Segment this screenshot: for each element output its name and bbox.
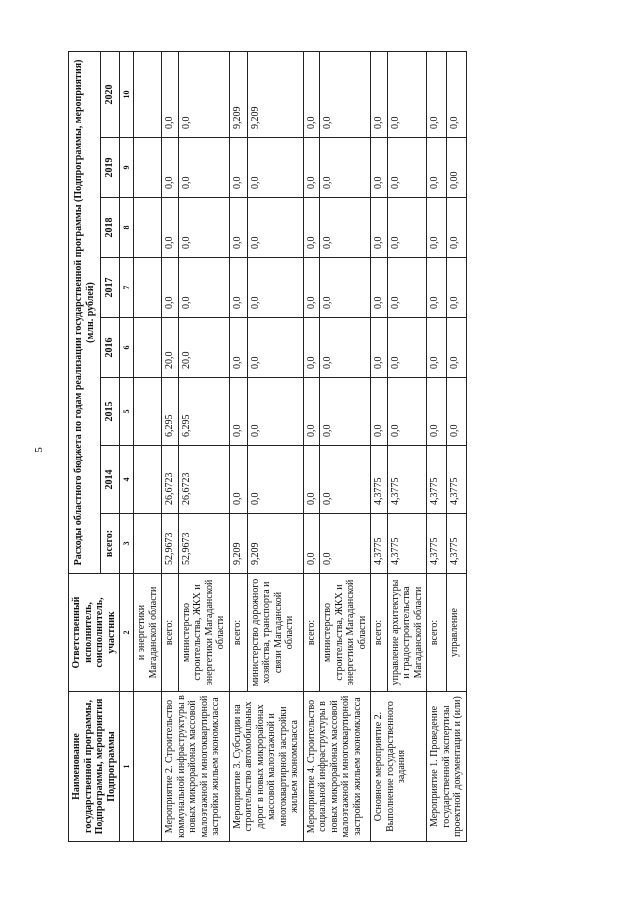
program-name-cell: Основное мероприятие 2. Выполнение государственного задания xyxy=(371,692,427,842)
value-cell: 0,0 xyxy=(247,198,303,258)
value-cell: 6,295 xyxy=(162,378,179,446)
program-name-cell: Мероприятие 4. Строительство социальной инфраструктуры в новых микрорайонах массовой малоэтажной и многоквартирной застройки жильем экономкласса xyxy=(303,692,371,842)
value-cell: 0,0 xyxy=(162,51,179,137)
value-cell: 0,0 xyxy=(387,378,427,446)
value-cell: 0,0 xyxy=(387,51,427,137)
responsible-cell: министерство строительства, ЖКХ и энергетики Магаданской области xyxy=(320,574,371,692)
value-cell: 0,0 xyxy=(446,378,466,446)
table-body xyxy=(134,51,467,841)
responsible-cell: всего: xyxy=(303,574,320,692)
value-cell: 0,0 xyxy=(229,318,247,378)
value-cell: 4,3775 xyxy=(427,514,447,574)
column-number: 4 xyxy=(120,446,134,514)
value-cell: 0,0 xyxy=(320,318,371,378)
value-cell: 0,0 xyxy=(371,378,388,446)
program-name-cell xyxy=(134,692,162,842)
value-cell: 0,0 xyxy=(162,258,179,318)
responsible-cell: всего: xyxy=(427,574,447,692)
value-cell: 0,0 xyxy=(446,51,466,137)
value-cell: 20,0 xyxy=(162,318,179,378)
value-cell: 0,0 xyxy=(162,198,179,258)
year-header: 2017 xyxy=(101,258,120,318)
value-cell: 0,0 xyxy=(427,258,447,318)
value-cell: 0,0 xyxy=(446,198,466,258)
value-cell: 0,0 xyxy=(371,318,388,378)
value-cell xyxy=(134,514,162,574)
expenses-table xyxy=(68,51,467,842)
value-cell: 0,0 xyxy=(320,198,371,258)
value-cell: 4,3775 xyxy=(446,446,466,514)
value-cell: 0,0 xyxy=(303,198,320,258)
value-cell xyxy=(134,378,162,446)
col-resp-header: Ответственный исполнитель, соисполнитель, участник xyxy=(69,574,120,692)
value-cell: 9,209 xyxy=(247,514,303,574)
value-cell: 0,0 xyxy=(303,138,320,198)
column-number: 2 xyxy=(120,574,134,692)
value-cell: 0,0 xyxy=(320,446,371,514)
value-cell xyxy=(134,198,162,258)
responsible-cell: всего: xyxy=(162,574,179,692)
value-cell: 0,0 xyxy=(303,51,320,137)
value-cell: 0,0 xyxy=(371,258,388,318)
responsible-cell: и энергетики Магаданской области xyxy=(134,574,162,692)
value-cell: 26,6723 xyxy=(162,446,179,514)
value-cell: 0,0 xyxy=(427,318,447,378)
year-header: 2018 xyxy=(101,198,120,258)
year-header: 2020 xyxy=(101,51,120,137)
page-number: 5 xyxy=(32,447,45,453)
rotated-page xyxy=(68,52,588,842)
column-number: 10 xyxy=(120,51,134,137)
value-cell: 0,0 xyxy=(303,318,320,378)
value-cell: 0,0 xyxy=(178,51,229,137)
program-name-cell: Мероприятие 1. Проведение государственной экспертизы проектной документации и (или) xyxy=(427,692,467,842)
table-row xyxy=(303,51,320,841)
value-cell: 4,3775 xyxy=(387,514,427,574)
value-cell: 52,9673 xyxy=(162,514,179,574)
value-cell: 0,0 xyxy=(247,318,303,378)
responsible-cell: всего: xyxy=(371,574,388,692)
value-cell: 0,00 xyxy=(446,138,466,198)
value-cell xyxy=(134,138,162,198)
value-cell: 9,209 xyxy=(229,51,247,137)
value-cell: 0,0 xyxy=(178,258,229,318)
value-cell: 4,3775 xyxy=(387,446,427,514)
value-cell xyxy=(134,258,162,318)
value-cell: 0,0 xyxy=(229,198,247,258)
value-cell: 0,0 xyxy=(427,51,447,137)
value-cell: 0,0 xyxy=(303,446,320,514)
column-number: 3 xyxy=(120,514,134,574)
column-number: 7 xyxy=(120,258,134,318)
column-number: 9 xyxy=(120,138,134,198)
value-cell: 0,0 xyxy=(427,138,447,198)
value-cell xyxy=(134,446,162,514)
year-header: всего: xyxy=(101,514,120,574)
value-cell: 0,0 xyxy=(303,514,320,574)
value-cell: 0,0 xyxy=(247,378,303,446)
value-cell: 0,0 xyxy=(229,446,247,514)
column-number: 8 xyxy=(120,198,134,258)
value-cell: 52,9673 xyxy=(178,514,229,574)
value-cell: 4,3775 xyxy=(371,446,388,514)
value-cell: 0,0 xyxy=(427,198,447,258)
column-number: 1 xyxy=(120,692,134,842)
value-cell: 0,0 xyxy=(427,378,447,446)
value-cell: 0,0 xyxy=(446,258,466,318)
value-cell: 4,3775 xyxy=(446,514,466,574)
value-cell xyxy=(134,318,162,378)
table-row xyxy=(134,51,162,841)
year-header: 2014 xyxy=(101,446,120,514)
value-cell: 0,0 xyxy=(446,318,466,378)
value-cell: 4,3775 xyxy=(371,514,388,574)
value-cell: 0,0 xyxy=(229,138,247,198)
column-number: 6 xyxy=(120,318,134,378)
value-cell: 0,0 xyxy=(387,258,427,318)
value-cell: 0,0 xyxy=(247,138,303,198)
value-cell: 20,0 xyxy=(178,318,229,378)
responsible-cell: министерство строительства, ЖКХ и энергетики Магаданской области xyxy=(178,574,229,692)
value-cell: 0,0 xyxy=(371,51,388,137)
table-row xyxy=(371,51,388,841)
value-cell: 0,0 xyxy=(303,258,320,318)
table-row xyxy=(229,51,247,841)
value-cell: 0,0 xyxy=(320,138,371,198)
value-cell: 0,0 xyxy=(320,51,371,137)
value-cell xyxy=(134,51,162,137)
value-cell: 0,0 xyxy=(387,198,427,258)
year-header: 2019 xyxy=(101,138,120,198)
table-row xyxy=(162,51,179,841)
value-cell: 9,209 xyxy=(229,514,247,574)
value-cell: 0,0 xyxy=(387,318,427,378)
program-name-cell: Мероприятие 2. Строительство коммунальной инфраструктуры в новых микрорайонах массовой малоэтажной и многоквартирной застройки жильем экономкласса xyxy=(162,692,230,842)
value-cell: 0,0 xyxy=(229,378,247,446)
value-cell: 6,295 xyxy=(178,378,229,446)
value-cell: 0,0 xyxy=(162,138,179,198)
column-number: 5 xyxy=(120,378,134,446)
value-cell: 0,0 xyxy=(320,514,371,574)
value-cell: 0,0 xyxy=(247,446,303,514)
responsible-cell: управление архитектуры и градостроительства Магаданской области xyxy=(387,574,427,692)
table-header xyxy=(69,51,134,841)
value-cell: 4,3775 xyxy=(427,446,447,514)
value-cell: 0,0 xyxy=(320,378,371,446)
value-cell: 0,0 xyxy=(371,138,388,198)
value-cell: 0,0 xyxy=(229,258,247,318)
value-cell: 9,209 xyxy=(247,51,303,137)
year-header: 2016 xyxy=(101,318,120,378)
responsible-cell: всего: xyxy=(229,574,247,692)
value-cell: 0,0 xyxy=(178,138,229,198)
value-cell: 0,0 xyxy=(247,258,303,318)
col-name-header: Наименование государственной программы, Подпрограммы, мероприятия Подпрограммы xyxy=(69,692,120,842)
value-cell: 0,0 xyxy=(387,138,427,198)
col-expenses-header: Расходы областного бюджета по годам реализации государственной программы (Подпрограммы, мероприятия) (млн. рублей) xyxy=(69,51,101,573)
table-row xyxy=(427,51,447,841)
value-cell: 0,0 xyxy=(303,378,320,446)
value-cell: 26,6723 xyxy=(178,446,229,514)
program-name-cell: Мероприятие 3. Субсидии на строительство автомобильных дорог в новых микрорайонах массовой малоэтажной и многоквартирной застройки жильем экономкласса xyxy=(229,692,303,842)
responsible-cell: управление xyxy=(446,574,466,692)
value-cell: 0,0 xyxy=(371,198,388,258)
year-header: 2015 xyxy=(101,378,120,446)
responsible-cell: министерство дорожного хозяйства, транспорта и связи Магаданской области xyxy=(247,574,303,692)
value-cell: 0,0 xyxy=(178,198,229,258)
value-cell: 0,0 xyxy=(320,258,371,318)
